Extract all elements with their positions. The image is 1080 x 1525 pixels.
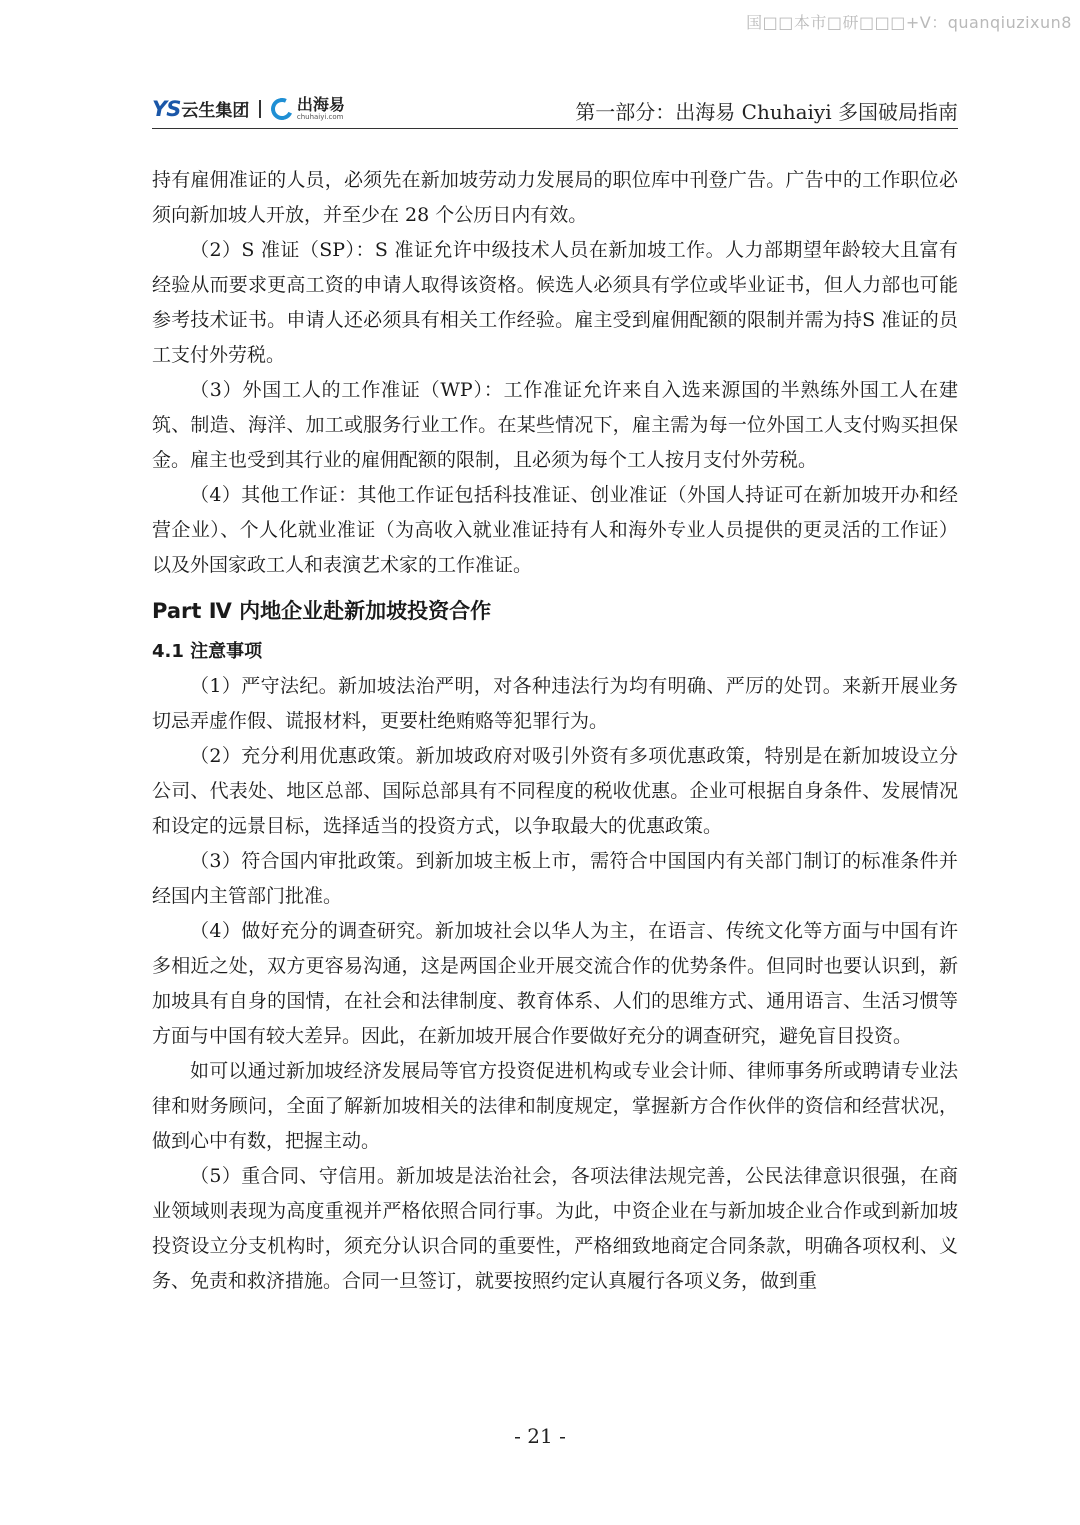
- paragraph: （3）符合国内审批政策。到新加坡主板上市，需符合中国国内有关部门制订的标准条件并经国内主管部门批准。: [152, 850, 958, 907]
- paragraph: 持有雇佣准证的人员，必须先在新加坡劳动力发展局的职位库中刊登广告。广告中的工作职位必须向新加坡人开放，并至少在 28 个公历日内有效。: [152, 169, 958, 226]
- chuhaiyi-logo-url: chuhaiyi.com: [296, 112, 344, 121]
- section-heading: 4.1 注意事项: [152, 641, 263, 662]
- paragraph: （2）S 准证（SP）：S 准证允许中级技术人员在新加坡工作。人力部期望年龄较大且富有经验从而要求更高工资的申请人取得该资格。候选人必须具有学位或毕业证书，但人力部也可能参考技术证书。申请人还必须具有相关工作经验。雇主受到雇佣配额的限制并需为持S 准证的员工支付外劳税。: [152, 239, 958, 366]
- paragraph: （3）外国工人的工作准证（WP）：工作准证允许来自入选来源国的半熟练外国工人在建筑、制造、海洋、加工或服务行业工作。在某些情况下，雇主需为每一位外国工人支付购买担保金。雇主也受到其行业的雇佣配额的限制，且必须为每个工人按月支付外劳税。: [152, 379, 958, 471]
- part-heading: Part Ⅳ 内地企业赴新加坡投资合作: [152, 599, 492, 623]
- paragraph: （4）做好充分的调查研究。新加坡社会以华人为主，在语言、传统文化等方面与中国有许多相近之处，双方更容易沟通，这是两国企业开展交流合作的优势条件。但同时也要认识到，新加坡具有自身的国情，在社会和法律制度、教育体系、人们的思维方式、通用语言、生活习惯等方面与中国有较大差异。因此，在新加坡开展合作要做好充分的调查研究，避免盲目投资。: [152, 920, 958, 1047]
- header-logos: [152, 96, 345, 121]
- chuhaiyi-logo-icon: [268, 94, 296, 122]
- logo-divider: [259, 100, 261, 118]
- ys-logo-mark: YS: [152, 96, 181, 121]
- paragraph: （5）重合同、守信用。新加坡是法治社会，各项法律法规完善，公民法律意识很强，在商业领域则表现为高度重视并严格依照合同行事。为此，中资企业在与新加坡企业合作或到新加坡投资设立分支机构时，须充分认识合同的重要性，严格细致地商定合同条款，明确各项权利、义务、免责和救济措施。合同一旦签订，就要按照约定认真履行各项义务，做到重: [152, 1165, 958, 1292]
- page-number: - 21 -: [514, 1424, 566, 1448]
- paragraph: 如可以通过新加坡经济发展局等官方投资促进机构或专业会计师、律师事务所或聘请专业法律和财务顾问，全面了解新加坡相关的法律和制度规定，掌握新方合作伙伴的资信和经营状况，做到心中有数，把握主动。: [152, 1060, 958, 1152]
- chuhaiyi-logo: [296, 94, 345, 121]
- paragraph: （2）充分利用优惠政策。新加坡政府对吸引外资有多项优惠政策，特别是在新加坡设立分公司、代表处、地区总部、国际总部具有不同程度的税收优惠。企业可根据自身条件、发展情况和设定的远景目标，选择适当的投资方式，以争取最大的优惠政策。: [152, 745, 958, 837]
- chuhaiyi-logo-name: 出海易: [296, 94, 345, 114]
- watermark-text: 国□□本市□研□□□+V：quanqiuzixun8: [746, 13, 1072, 32]
- paragraph: （1）严守法纪。新加坡法治严明，对各种违法行为均有明确、严厉的处罚。来新开展业务切忌弄虚作假、谎报材料，更要杜绝贿赂等犯罪行为。: [152, 675, 958, 732]
- header-title: 第一部分：出海易 Chuhaiyi 多国破局指南: [575, 100, 958, 124]
- page-body: [152, 163, 958, 1299]
- page-header: [152, 90, 958, 129]
- ys-logo-name: 云生集团: [181, 101, 250, 121]
- paragraph: （4）其他工作证：其他工作证包括科技准证、创业准证（外国人持证可在新加坡开办和经营企业）、个人化就业准证（为高收入就业准证持有人和海外专业人员提供的更灵活的工作证）以及外国家政工人和表演艺术家的工作准证。: [152, 484, 958, 576]
